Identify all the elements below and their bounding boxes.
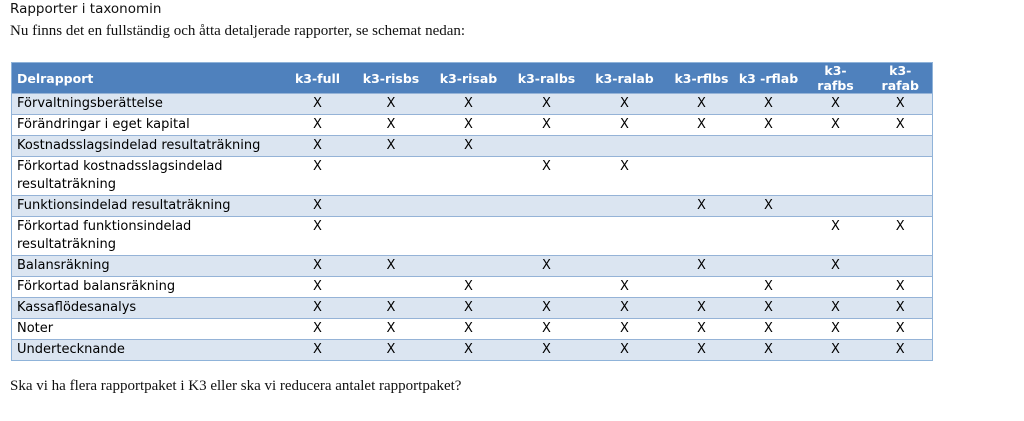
mark-cell: X — [669, 256, 735, 277]
mark-cell: X — [358, 115, 425, 136]
mark-cell: X — [735, 196, 803, 217]
mark-cell: X — [869, 277, 933, 298]
mark-cell — [735, 256, 803, 277]
mark-cell: X — [669, 196, 735, 217]
mark-cell — [735, 217, 803, 256]
mark-cell: X — [869, 340, 933, 361]
mark-cell: X — [513, 157, 581, 196]
report-matrix-table — [11, 62, 933, 361]
mark-cell: X — [358, 94, 425, 115]
table-row — [12, 256, 933, 277]
mark-cell — [869, 196, 933, 217]
mark-cell: X — [425, 340, 513, 361]
mark-cell: X — [425, 136, 513, 157]
mark-cell: X — [278, 136, 358, 157]
header-delrapport: Delrapport — [12, 63, 278, 94]
mark-cell — [425, 217, 513, 256]
mark-cell — [735, 157, 803, 196]
mark-cell: X — [735, 115, 803, 136]
table-row — [12, 277, 933, 298]
row-label: Noter — [12, 319, 278, 340]
mark-cell: X — [278, 340, 358, 361]
table-row — [12, 115, 933, 136]
mark-cell: X — [803, 217, 869, 256]
row-label: Förkortad funktionsindelad resultaträkning — [12, 217, 278, 256]
mark-cell: X — [425, 319, 513, 340]
mark-cell: X — [425, 298, 513, 319]
mark-cell: X — [358, 319, 425, 340]
mark-cell — [869, 157, 933, 196]
mark-cell: X — [581, 115, 669, 136]
row-label: Förändringar i eget kapital — [12, 115, 278, 136]
header-k3-rafab: k3-rafab — [869, 63, 933, 94]
intro-text: Nu finns det en fullständig och åtta detaljerade rapporter, se schemat nedan: — [10, 23, 466, 39]
mark-cell — [581, 196, 669, 217]
row-label: Förkortad kostnadsslagsindelad resultaträkning — [12, 157, 278, 196]
mark-cell — [803, 136, 869, 157]
mark-cell — [358, 217, 425, 256]
row-label: Funktionsindelad resultaträkning — [12, 196, 278, 217]
row-label: Kassaflödesanalys — [12, 298, 278, 319]
table-row — [12, 157, 933, 196]
row-label: Förkortad balansräkning — [12, 277, 278, 298]
mark-cell — [803, 277, 869, 298]
mark-cell: X — [513, 319, 581, 340]
mark-cell: X — [425, 115, 513, 136]
table-row — [12, 217, 933, 256]
mark-cell: X — [278, 298, 358, 319]
mark-cell: X — [513, 94, 581, 115]
row-label: Förvaltningsberättelse — [12, 94, 278, 115]
mark-cell: X — [278, 277, 358, 298]
table-row — [12, 298, 933, 319]
mark-cell — [803, 157, 869, 196]
mark-cell: X — [669, 115, 735, 136]
mark-cell: X — [278, 256, 358, 277]
mark-cell: X — [581, 298, 669, 319]
mark-cell — [358, 157, 425, 196]
mark-cell — [513, 196, 581, 217]
mark-cell — [358, 277, 425, 298]
row-label: Undertecknande — [12, 340, 278, 361]
mark-cell: X — [358, 256, 425, 277]
mark-cell: X — [581, 157, 669, 196]
table-row — [12, 136, 933, 157]
mark-cell: X — [513, 115, 581, 136]
table-body — [12, 94, 933, 361]
mark-cell: X — [735, 340, 803, 361]
mark-cell — [869, 256, 933, 277]
question-text: Ska vi ha flera rapportpaket i K3 eller ska vi reducera antalet rapportpaket? — [10, 378, 462, 394]
mark-cell — [513, 217, 581, 256]
mark-cell: X — [803, 319, 869, 340]
table-row — [12, 319, 933, 340]
section-heading: Rapporter i taxonomin — [10, 1, 162, 17]
mark-cell — [358, 196, 425, 217]
mark-cell: X — [581, 94, 669, 115]
header-k3-full: k3-full — [278, 63, 358, 94]
mark-cell — [425, 256, 513, 277]
mark-cell: X — [358, 298, 425, 319]
mark-cell: X — [278, 196, 358, 217]
mark-cell — [669, 157, 735, 196]
mark-cell — [581, 136, 669, 157]
mark-cell: X — [581, 340, 669, 361]
mark-cell: X — [735, 298, 803, 319]
mark-cell — [513, 277, 581, 298]
mark-cell: X — [513, 256, 581, 277]
mark-cell: X — [278, 115, 358, 136]
row-label: Kostnadsslagsindelad resultaträkning — [12, 136, 278, 157]
mark-cell — [425, 196, 513, 217]
header-k3-ralab: k3-ralab — [581, 63, 669, 94]
mark-cell: X — [425, 277, 513, 298]
mark-cell: X — [581, 277, 669, 298]
header-k3-risab: k3-risab — [425, 63, 513, 94]
mark-cell: X — [669, 298, 735, 319]
mark-cell: X — [869, 217, 933, 256]
mark-cell: X — [669, 319, 735, 340]
table-header-row — [12, 63, 933, 94]
mark-cell: X — [278, 319, 358, 340]
mark-cell: X — [869, 94, 933, 115]
mark-cell: X — [581, 319, 669, 340]
mark-cell: X — [425, 94, 513, 115]
mark-cell: X — [869, 319, 933, 340]
mark-cell: X — [669, 94, 735, 115]
row-label: Balansräkning — [12, 256, 278, 277]
mark-cell — [581, 217, 669, 256]
mark-cell: X — [803, 94, 869, 115]
mark-cell: X — [803, 256, 869, 277]
mark-cell — [669, 136, 735, 157]
mark-cell: X — [735, 277, 803, 298]
mark-cell: X — [669, 340, 735, 361]
header-k3-rafbs: k3-rafbs — [803, 63, 869, 94]
table-row — [12, 340, 933, 361]
mark-cell: X — [513, 298, 581, 319]
header-k3-risbs: k3-risbs — [358, 63, 425, 94]
mark-cell — [803, 196, 869, 217]
mark-cell: X — [358, 136, 425, 157]
mark-cell: X — [358, 340, 425, 361]
mark-cell: X — [278, 94, 358, 115]
mark-cell: X — [803, 340, 869, 361]
header-k3-ralbs: k3-ralbs — [513, 63, 581, 94]
mark-cell: X — [803, 298, 869, 319]
mark-cell — [869, 136, 933, 157]
mark-cell — [581, 256, 669, 277]
header-k3-rflab: k3 -rflab — [735, 63, 803, 94]
mark-cell: X — [869, 298, 933, 319]
mark-cell — [669, 277, 735, 298]
mark-cell: X — [735, 319, 803, 340]
mark-cell — [735, 136, 803, 157]
table-row — [12, 196, 933, 217]
mark-cell — [513, 136, 581, 157]
mark-cell: X — [803, 115, 869, 136]
mark-cell: X — [278, 157, 358, 196]
mark-cell: X — [278, 217, 358, 256]
mark-cell: X — [513, 340, 581, 361]
mark-cell: X — [735, 94, 803, 115]
mark-cell — [425, 157, 513, 196]
mark-cell — [669, 217, 735, 256]
mark-cell: X — [869, 115, 933, 136]
header-k3-rflbs: k3-rflbs — [669, 63, 735, 94]
table-row — [12, 94, 933, 115]
